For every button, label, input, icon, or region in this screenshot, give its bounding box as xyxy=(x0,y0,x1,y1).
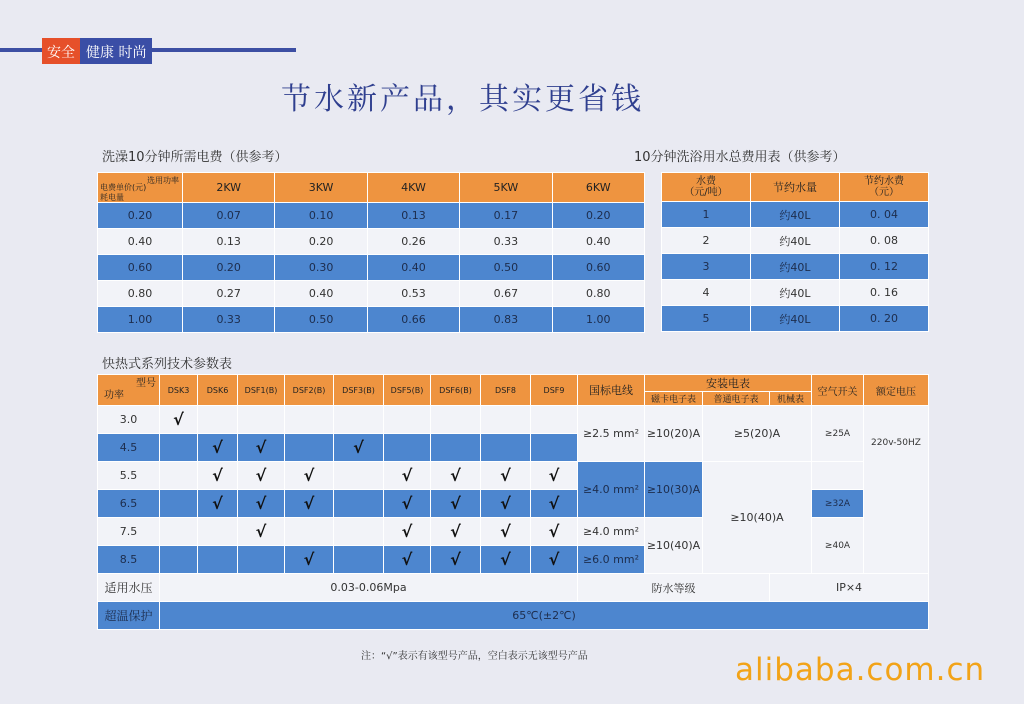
table-cell: 0.60 xyxy=(98,255,183,281)
check-mark: √ xyxy=(160,406,198,434)
table1-header: 6KW xyxy=(552,173,644,203)
check-mark: √ xyxy=(481,518,531,546)
table-cell: 0.83 xyxy=(460,307,552,333)
check-mark: √ xyxy=(238,434,285,462)
model-header: DSF2(B) xyxy=(285,375,334,406)
table-cell: 0.27 xyxy=(183,281,275,307)
model-header: DSF3(B) xyxy=(334,375,384,406)
empty-cell xyxy=(160,518,198,546)
table-row xyxy=(98,281,645,307)
empty-cell xyxy=(198,546,238,574)
check-mark: √ xyxy=(384,462,431,490)
meter-common-value: ≥10(40)A xyxy=(703,462,812,574)
table-row xyxy=(98,229,645,255)
meter-sub-header: 普通电子表 xyxy=(703,392,770,406)
table-row xyxy=(98,602,929,630)
table1-header: 2KW xyxy=(183,173,275,203)
water-cost-table xyxy=(661,172,929,332)
tech-spec-title: 快热式系列技术参数表 xyxy=(102,357,233,372)
cable-value: ≥6.0 mm² xyxy=(578,546,645,574)
table-cell: 约40L xyxy=(751,254,840,280)
check-mark: √ xyxy=(384,490,431,518)
empty-cell xyxy=(481,406,531,434)
meter-card-value: ≥10(20)A xyxy=(645,406,703,462)
switch-value: ≥40A xyxy=(812,518,864,574)
empty-cell xyxy=(334,490,384,518)
cable-value: ≥4.0 mm² xyxy=(578,518,645,546)
water-pressure-label: 适用水压 xyxy=(98,574,160,602)
empty-cell xyxy=(334,462,384,490)
empty-cell xyxy=(431,434,481,462)
model-header: DSK3 xyxy=(160,375,198,406)
check-mark: √ xyxy=(431,490,481,518)
table-cell: 约40L xyxy=(751,306,840,332)
table-cell: 0.50 xyxy=(275,307,367,333)
empty-cell xyxy=(334,406,384,434)
table-cell: 3 xyxy=(662,254,751,280)
corner-usage-label: 耗电量 xyxy=(100,193,124,202)
empty-cell xyxy=(481,434,531,462)
table-cell: 0.20 xyxy=(552,203,644,229)
model-header: DSF6(B) xyxy=(431,375,481,406)
empty-cell xyxy=(812,462,864,490)
check-mark: √ xyxy=(238,518,285,546)
table-cell: 0.10 xyxy=(275,203,367,229)
check-mark: √ xyxy=(531,490,578,518)
empty-cell xyxy=(160,490,198,518)
meter-header: 安装电表 xyxy=(645,375,812,392)
table-cell: 1.00 xyxy=(98,307,183,333)
banner-tag-health: 健康 时尚 xyxy=(80,38,152,64)
table-cell: 0.30 xyxy=(275,255,367,281)
table-cell: 0.40 xyxy=(367,255,459,281)
footnote: 注：“√”表示有该型号产品，空白表示无该型号产品 xyxy=(361,651,588,662)
corner-price-label: 电费单价(元) xyxy=(100,183,147,192)
water-table-title: 10分钟洗浴用水总费用表（供参考） xyxy=(634,150,846,165)
table-cell: 0.20 xyxy=(183,255,275,281)
check-mark: √ xyxy=(531,546,578,574)
check-mark: √ xyxy=(384,546,431,574)
table-row xyxy=(98,574,929,602)
empty-cell xyxy=(238,546,285,574)
cable-header: 国标电线 xyxy=(578,375,645,406)
power-value: 8.5 xyxy=(98,546,160,574)
table-cell: 0.40 xyxy=(275,281,367,307)
voltage-value: 220v-50HZ xyxy=(864,406,929,574)
empty-cell xyxy=(285,406,334,434)
check-mark: √ xyxy=(198,490,238,518)
table-row xyxy=(662,228,929,254)
table-cell: 0.20 xyxy=(98,203,183,229)
empty-cell xyxy=(384,406,431,434)
empty-cell xyxy=(160,462,198,490)
empty-cell xyxy=(431,406,481,434)
table-cell: 0. 16 xyxy=(840,280,929,306)
table-cell: 0. 20 xyxy=(840,306,929,332)
saved-fee-header-unit: （元） xyxy=(869,187,899,198)
electricity-table-title: 洗澡10分钟所需电费（供参考） xyxy=(102,150,288,165)
table-row xyxy=(98,406,929,434)
table-cell: 1 xyxy=(662,202,751,228)
table-cell: 0. 04 xyxy=(840,202,929,228)
cable-value: ≥2.5 mm² xyxy=(578,406,645,462)
empty-cell xyxy=(285,518,334,546)
tech-spec-table xyxy=(97,374,929,630)
check-mark: √ xyxy=(481,546,531,574)
table-cell: 0.13 xyxy=(183,229,275,255)
check-mark: √ xyxy=(285,490,334,518)
empty-cell xyxy=(198,406,238,434)
table-cell: 0.13 xyxy=(367,203,459,229)
table-row xyxy=(662,280,929,306)
empty-cell xyxy=(334,546,384,574)
corner-power-label: 功率 xyxy=(104,390,124,401)
banner-tag-safety: 安全 xyxy=(42,38,80,64)
table-cell: 0.17 xyxy=(460,203,552,229)
table1-header: 3KW xyxy=(275,173,367,203)
meter-common-value: ≥5(20)A xyxy=(703,406,812,462)
table1-header: 4KW xyxy=(367,173,459,203)
check-mark: √ xyxy=(285,462,334,490)
switch-value: ≥25A xyxy=(812,406,864,462)
table-cell: 5 xyxy=(662,306,751,332)
waterproof-label: 防水等级 xyxy=(578,574,770,602)
switch-header: 空气开关 xyxy=(812,375,864,406)
corner-power-label: 选用功率 xyxy=(147,176,179,185)
table-row xyxy=(662,202,929,228)
check-mark: √ xyxy=(238,462,285,490)
power-value: 3.0 xyxy=(98,406,160,434)
overheat-label: 超温保护 xyxy=(98,602,160,630)
check-mark: √ xyxy=(431,518,481,546)
table-cell: 0.33 xyxy=(183,307,275,333)
check-mark: √ xyxy=(198,434,238,462)
table-cell: 0.33 xyxy=(460,229,552,255)
header-banner xyxy=(0,38,296,66)
table1-header: 5KW xyxy=(460,173,552,203)
water-price-header-main: 水费 xyxy=(696,176,716,187)
table-cell: 0.26 xyxy=(367,229,459,255)
check-mark: √ xyxy=(285,546,334,574)
table-cell: 0.66 xyxy=(367,307,459,333)
table-cell: 约40L xyxy=(751,280,840,306)
waterproof-value: IP×4 xyxy=(770,574,929,602)
check-mark: √ xyxy=(384,518,431,546)
empty-cell xyxy=(160,546,198,574)
meter-sub-header: 磁卡电子表 xyxy=(645,392,703,406)
page-title: 节水新产品，其实更省钱 xyxy=(281,82,644,117)
table-cell: 0.40 xyxy=(98,229,183,255)
table1-corner-cell xyxy=(98,173,183,203)
power-value: 6.5 xyxy=(98,490,160,518)
check-mark: √ xyxy=(431,546,481,574)
check-mark: √ xyxy=(238,490,285,518)
empty-cell xyxy=(531,434,578,462)
empty-cell xyxy=(384,434,431,462)
table-cell: 0.07 xyxy=(183,203,275,229)
empty-cell xyxy=(334,518,384,546)
saved-fee-header xyxy=(840,173,929,202)
model-power-corner xyxy=(98,375,160,406)
meter-card-value: ≥10(40)A xyxy=(645,518,703,574)
table-row xyxy=(662,254,929,280)
water-price-header-unit: （元/吨） xyxy=(684,187,728,198)
switch-value: ≥32A xyxy=(812,490,864,518)
corner-model-label: 型号 xyxy=(136,378,156,389)
table-cell: 1.00 xyxy=(552,307,644,333)
table-cell: 2 xyxy=(662,228,751,254)
table-cell: 4 xyxy=(662,280,751,306)
table-cell: 0.60 xyxy=(552,255,644,281)
banner-tag xyxy=(42,38,152,64)
check-mark: √ xyxy=(531,518,578,546)
empty-cell xyxy=(198,518,238,546)
power-value: 5.5 xyxy=(98,462,160,490)
water-price-header xyxy=(662,173,751,202)
model-header: DSF8 xyxy=(481,375,531,406)
empty-cell xyxy=(285,434,334,462)
table-cell: 0.40 xyxy=(552,229,644,255)
empty-cell xyxy=(238,406,285,434)
table-cell: 0. 12 xyxy=(840,254,929,280)
empty-cell xyxy=(160,434,198,462)
table-cell: 0. 08 xyxy=(840,228,929,254)
model-header: DSF5(B) xyxy=(384,375,431,406)
cable-value: ≥4.0 mm² xyxy=(578,462,645,518)
check-mark: √ xyxy=(531,462,578,490)
water-pressure-value: 0.03-0.06Mpa xyxy=(160,574,578,602)
table-cell: 0.67 xyxy=(460,281,552,307)
check-mark: √ xyxy=(481,490,531,518)
power-value: 7.5 xyxy=(98,518,160,546)
table-cell: 0.50 xyxy=(460,255,552,281)
table-cell: 约40L xyxy=(751,202,840,228)
model-header: DSF9 xyxy=(531,375,578,406)
meter-sub-header: 机械表 xyxy=(770,392,812,406)
check-mark: √ xyxy=(431,462,481,490)
table-cell: 0.80 xyxy=(552,281,644,307)
table-row xyxy=(98,203,645,229)
table-cell: 0.20 xyxy=(275,229,367,255)
model-header: DSK6 xyxy=(198,375,238,406)
voltage-header: 额定电压 xyxy=(864,375,929,406)
meter-card-value: ≥10(30)A xyxy=(645,462,703,518)
check-mark: √ xyxy=(198,462,238,490)
table-row xyxy=(98,307,645,333)
electricity-cost-table xyxy=(97,172,645,333)
empty-cell xyxy=(531,406,578,434)
check-mark: √ xyxy=(334,434,384,462)
table-cell: 0.53 xyxy=(367,281,459,307)
table-cell: 约40L xyxy=(751,228,840,254)
watermark-logo: alibaba.com.cn xyxy=(735,652,986,688)
power-value: 4.5 xyxy=(98,434,160,462)
table-row xyxy=(98,462,929,490)
table-cell: 0.80 xyxy=(98,281,183,307)
saved-fee-header-main: 节约水费 xyxy=(864,176,904,187)
check-mark: √ xyxy=(481,462,531,490)
table-row xyxy=(98,255,645,281)
model-header: DSF1(B) xyxy=(238,375,285,406)
overheat-value: 65℃(±2℃) xyxy=(160,602,929,630)
table-row xyxy=(662,306,929,332)
saved-water-header: 节约水量 xyxy=(751,173,840,202)
